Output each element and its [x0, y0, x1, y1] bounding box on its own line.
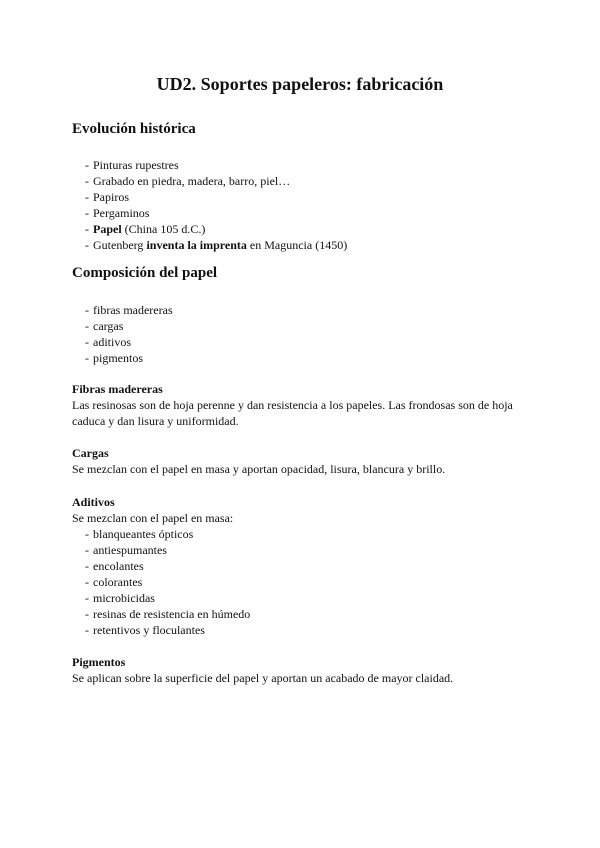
- heading-evolucion: Evolución histórica: [72, 121, 196, 137]
- list-aditivos: [72, 526, 250, 638]
- list-composicion: [72, 302, 173, 366]
- list-item: - colorantes: [72, 574, 250, 590]
- list-item-papel: [72, 221, 347, 237]
- papel-rest: (China 105 d.C.): [121, 222, 206, 236]
- gutenberg-bold: inventa la imprenta: [146, 238, 247, 252]
- list-item: - encolantes: [72, 558, 250, 574]
- list-item: - microbicidas: [72, 590, 250, 606]
- paragraph-pigmentos: Se aplican sobre la superficie del papel y aportan un acabado de mayor claidad.: [72, 671, 454, 685]
- heading-pigmentos: Pigmentos: [72, 655, 126, 669]
- list-item: - blanqueantes ópticos: [72, 526, 250, 542]
- list-item: - Pinturas rupestres: [72, 157, 347, 173]
- page-title: UD2. Soportes papeleros: fabricación: [156, 74, 444, 94]
- list-item: - retentivos y floculantes: [72, 622, 250, 638]
- paragraph-fibras: Las resinosas son de hoja perenne y dan resistencia a los papeles. Las frondosas son de hoja caduca y dan lisura y uniformidad.: [72, 398, 513, 428]
- heading-composicion: Composición del papel: [72, 265, 218, 281]
- list-item: - Pergaminos: [72, 205, 347, 221]
- list-item-gutenberg: [72, 237, 347, 253]
- list-item: - fibras madereras: [72, 302, 173, 318]
- list-evolucion: [72, 157, 347, 253]
- list-item: - Papiros: [72, 189, 347, 205]
- list-item: - resinas de resistencia en húmedo: [72, 606, 250, 622]
- list-item: - aditivos: [72, 334, 173, 350]
- paragraph-cargas: Se mezclan con el papel en masa y aportan opacidad, lisura, blancura y brillo.: [72, 462, 446, 476]
- list-item: - Grabado en piedra, madera, barro, piel…: [72, 173, 347, 189]
- list-item: - antiespumantes: [72, 542, 250, 558]
- list-item: - cargas: [72, 318, 173, 334]
- list-item: - pigmentos: [72, 350, 173, 366]
- heading-aditivos: Aditivos: [72, 495, 115, 509]
- heading-cargas: Cargas: [72, 446, 109, 460]
- gutenberg-pre: Gutenberg: [93, 238, 147, 252]
- papel-bold: Papel: [93, 222, 122, 236]
- heading-fibras: Fibras madereras: [72, 382, 163, 396]
- gutenberg-post: en Maguncia (1450): [246, 238, 348, 252]
- paragraph-aditivos: Se mezclan con el papel en masa:: [72, 511, 234, 525]
